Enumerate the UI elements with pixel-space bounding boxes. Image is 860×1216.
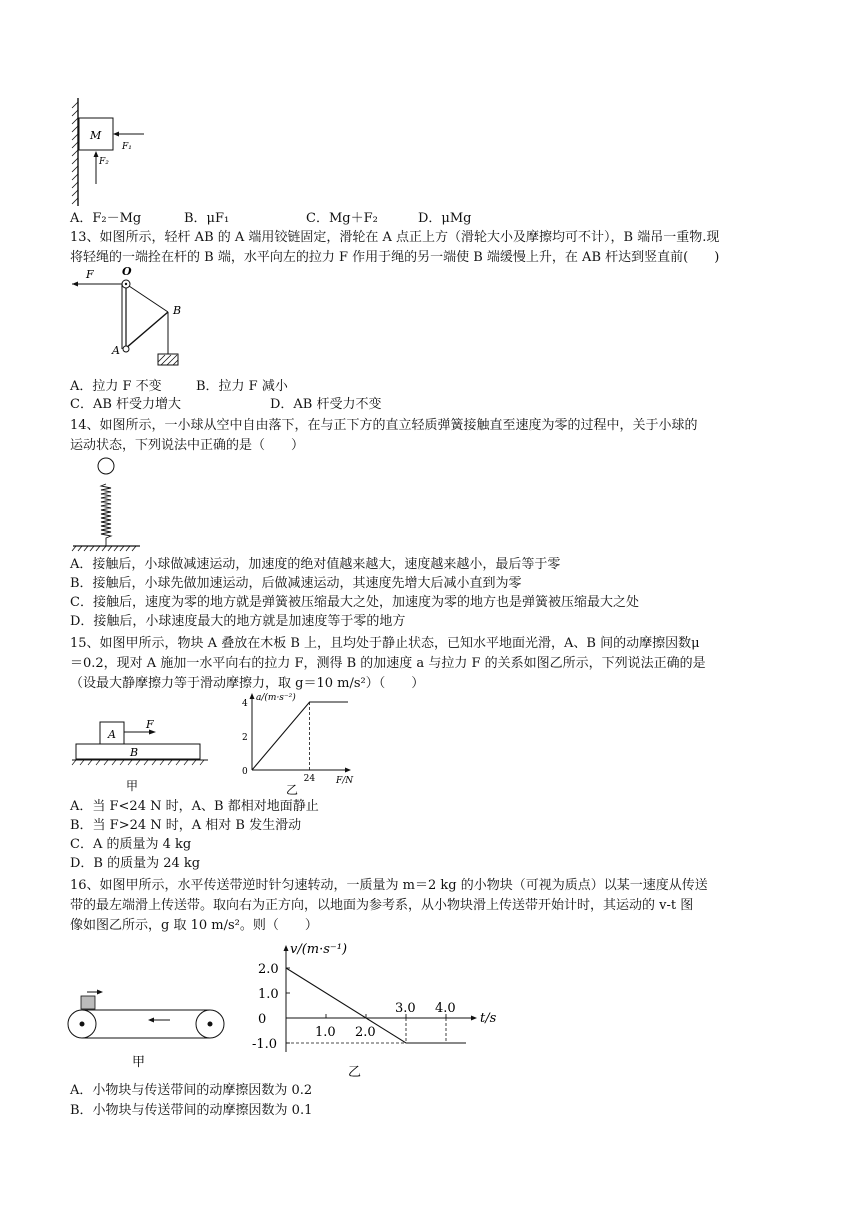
q16-ytick-0: 0 (258, 1012, 267, 1027)
q15-jia-caption: 甲 (126, 779, 139, 793)
q16-yi-caption: 乙 (348, 1065, 362, 1080)
q15-option-d: D．B 的质量为 24 kg (70, 856, 201, 871)
q12-f1-label: F₁ (122, 142, 132, 152)
q15-xtick-24: 24 (303, 774, 316, 784)
q15-series-line (252, 702, 348, 770)
q12-option-c: C．Mg＋F₂ (306, 211, 378, 226)
q15-figure-jia (70, 716, 215, 796)
q14-stem: 14、如图所示，一小球从空中自由落下，在与正下方的直立轻质弹簧接触直至速度为零的过程中，关于小球的 运动状态，下列说法中正确的是（ ） (70, 418, 698, 453)
q16-block (81, 996, 95, 1009)
q15-a-label: A (108, 728, 116, 741)
q13-option-a: A．拉力 F 不变 (70, 379, 162, 394)
q12-figure (66, 96, 156, 208)
q14-option-d: D．接触后，小球速度最大的地方就是加速度等于零的地方 (70, 614, 406, 629)
q13-o-label: O (122, 265, 132, 278)
q16-ytick-1.0: 1.0 (258, 987, 279, 1002)
q13-option-d: D．AB 杆受力不变 (270, 397, 382, 412)
q16-xtick-1.0: 1.0 (315, 1025, 336, 1040)
q15-y-axis-label: a/(m·s⁻²) (256, 693, 296, 703)
q16-xtick-3.0: 3.0 (395, 1001, 416, 1016)
q15-option-c: C．A 的质量为 4 kg (70, 837, 192, 852)
q12-f2-label: F₂ (99, 157, 109, 167)
q16-option-a: A．小物块与传送带间的动摩擦因数为 0.2 (70, 1083, 313, 1098)
q16-jia-caption: 甲 (132, 1055, 146, 1070)
q16-chart-yi (252, 940, 512, 1080)
q14-option-c: C．接触后，速度为零的地方就是弹簧被压缩最大之处，加速度为零的地方也是弹簧被压缩最大之处 (70, 595, 639, 610)
q14-ball (98, 458, 114, 474)
q15-x-axis-label: F/N (336, 776, 354, 786)
q15-option-a: A．当 F<24 N 时，A、B 都相对地面静止 (70, 799, 319, 814)
q12-option-a: A．F₂－Mg (70, 211, 142, 226)
q13-f-label: F (86, 268, 94, 281)
q16-xtick-4.0: 4.0 (435, 1001, 456, 1016)
q14-figure (70, 454, 145, 554)
q15-yi-caption: 乙 (286, 783, 299, 797)
q14-option-b: B．接触后，小球先做加速运动，后做减速运动，其速度先增大后减小直到为零 (70, 576, 522, 591)
q13-b-label: B (173, 304, 182, 317)
q13-a-label: A (112, 344, 120, 357)
q15-ytick-2: 2 (242, 733, 248, 743)
q15-ytick-4: 4 (242, 699, 248, 709)
q16-y-axis-label: v/(m·s⁻¹) (290, 942, 348, 957)
q16-xtick-2.0: 2.0 (355, 1025, 376, 1040)
q14-option-a: A．接触后，小球做减速运动，加速度的绝对值越来越大，速度越来越小，最后等于零 (70, 557, 561, 572)
q15-f-label: F (146, 718, 154, 731)
q15-chart-yi (236, 690, 366, 800)
q12-option-b: B．μF₁ (184, 211, 230, 226)
q12-option-d: D．μMg (418, 211, 472, 226)
q16-ytick--1.0: -1.0 (252, 1037, 278, 1052)
q16-ytick-2.0: 2.0 (258, 962, 279, 977)
q15-ytick-0: 0 (242, 767, 248, 777)
q13-option-b: B．拉力 F 减小 (196, 379, 288, 394)
q16-x-axis-label: t/s (480, 1011, 497, 1026)
q13-stem: 13、如图所示，轻杆 AB 的 A 端用铰链固定，滑轮在 A 点正上方（滑轮大小及摩擦均可不计），B 端吊一重物.现 将轻绳的一端拴在杆的 B 端，水平向左的拉力 F 作用于绳的另一端使 B 端缓慢上升，在 AB 杆达到竖直前( ) (70, 230, 720, 265)
q16-figure-jia (66, 984, 231, 1070)
q13-option-c: C．AB 杆受力增大 (70, 397, 182, 412)
q14-spring (101, 484, 111, 546)
q15-stem: 15、如图甲所示，物块 A 叠放在木板 B 上，且均处于静止状态，已知水平地面光滑，A、B 间的动摩擦因数μ ＝0.2，现对 A 施加一水平向右的拉力 F，测得 B 的加速度 a 与拉力 F 的关系如图乙所示，下列说法正确的是 （设最大静摩擦力等于滑动摩擦力，取 g＝10 m/s²）（ ） (70, 636, 706, 691)
q16-option-b: B．小物块与传送带间的动摩擦因数为 0.1 (70, 1103, 313, 1118)
q15-b-label: B (130, 746, 139, 759)
q13-figure (70, 266, 190, 376)
q16-stem: 16、如图甲所示，水平传送带逆时针匀速转动，一质量为 m＝2 kg 的小物块（可视为质点）以某一速度从传送 带的最左端滑上传送带。取向右为正方向，以地面为参考系，从小物块滑上传送带开始计时，其运动的 v-t 图 像如图乙所示，g 取 10 m/s²。则（ ） (70, 878, 708, 933)
q12-mass-label: M (90, 129, 102, 142)
q15-option-b: B．当 F>24 N 时，A 相对 B 发生滑动 (70, 818, 302, 833)
